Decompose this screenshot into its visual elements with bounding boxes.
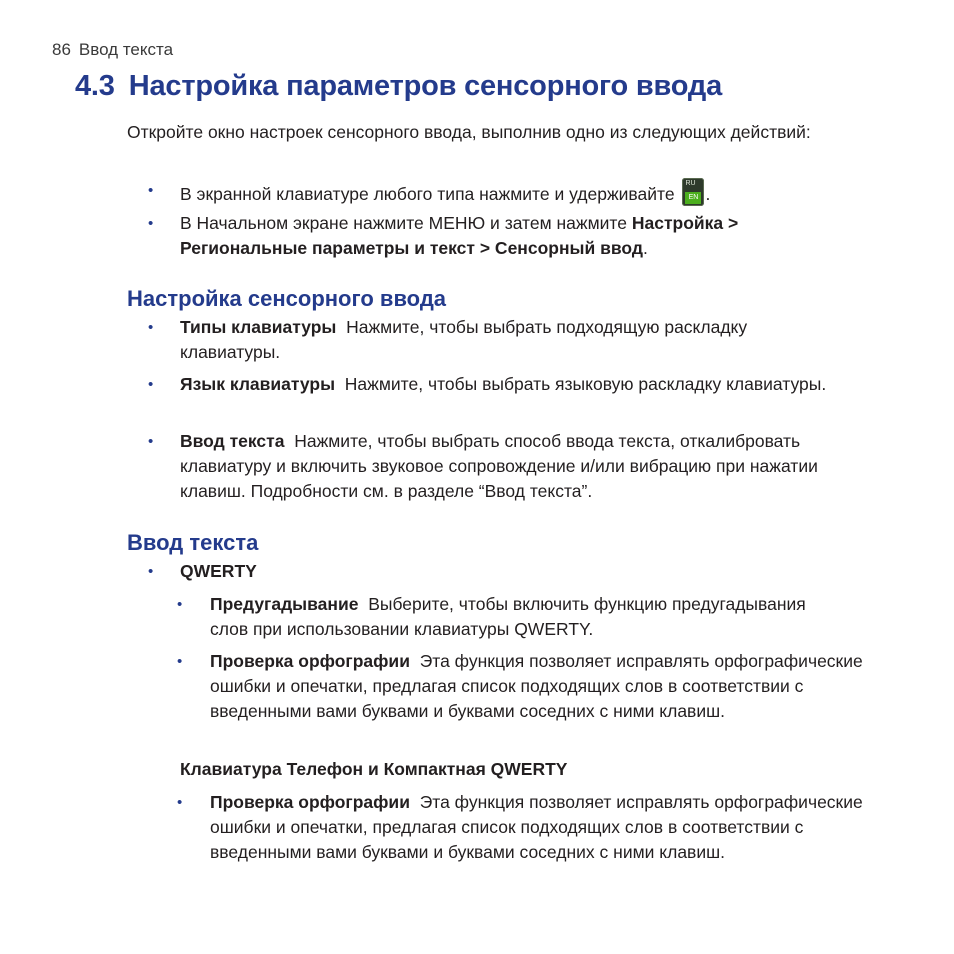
list-item (148, 211, 820, 261)
keyboard-type-heading (180, 757, 870, 782)
list-item (177, 592, 810, 642)
input-language-icon (682, 178, 704, 206)
icon-ru-label: RU (685, 180, 696, 187)
term: Язык клавиатуры (180, 374, 336, 394)
term: Проверка орфографии (210, 792, 410, 812)
bullet: • (177, 596, 183, 613)
list-item (148, 372, 840, 397)
description: Эта функция позволяет исправлять орфографические ошибки и опечатки, предлагая список подходящих слов в соответствии с введенными вами буквами и буквами соседних с ними клавиш. (210, 792, 863, 862)
list-item (148, 429, 865, 504)
term: Типы клавиатуры (180, 317, 337, 337)
list-item (148, 178, 870, 207)
bullet: • (148, 182, 154, 199)
menu-path: Настройка > Региональные параметры и текст > Сенсорный ввод (180, 213, 739, 258)
term: Ввод текста (180, 431, 285, 451)
subsection-title: Ввод текста (127, 530, 259, 555)
section-title (75, 70, 722, 103)
list-item (148, 315, 840, 365)
bullet: • (148, 376, 154, 393)
bullet: • (148, 215, 154, 232)
term: Проверка орфографии (210, 651, 410, 671)
step-tail: . (705, 184, 711, 204)
bullet: • (148, 563, 154, 580)
step-tail: . (642, 238, 648, 258)
section-number: 4.3 (75, 70, 115, 102)
page-number: 86 (52, 40, 71, 59)
description: Эта функция позволяет исправлять орфографические ошибки и опечатки, предлагая список подходящих слов в соответствии с введенными вами буквами и буквами соседних с ними клавиш. (210, 651, 863, 721)
bullet: • (177, 794, 183, 811)
subsection-title: Настройка сенсорного ввода (127, 286, 447, 311)
intro-paragraph: Откройте окно настроек сенсорного ввода, выполнив одно из следующих действий: (127, 122, 811, 142)
keyboard-type-label: Клавиатура Телефон и Компактная QWERTY (180, 759, 568, 779)
bullet: • (177, 653, 183, 670)
bullet: • (148, 433, 154, 450)
list-item (177, 649, 865, 724)
bullet: • (148, 319, 154, 336)
keyboard-type-label: QWERTY (180, 561, 257, 581)
step-text: В Начальном экране нажмите МЕНЮ и затем нажмите (180, 213, 627, 233)
icon-en-label: EN (685, 192, 701, 204)
description: Нажмите, чтобы выбрать языковую раскладку клавиатуры. (344, 374, 827, 394)
description: Выберите, чтобы включить функцию предугадывания слов при использовании клавиатуры QWERTY. (210, 594, 806, 639)
description: Нажмите, чтобы выбрать подходящую раскладку клавиатуры. (180, 317, 748, 362)
term: Предугадывание (210, 594, 359, 614)
description: Нажмите, чтобы выбрать способ ввода текста, откалибровать клавиатуру и включить звуковое сопровождение и/или вибрацию при нажатии клавиш. Подробности см. в разделе “Ввод текста”. (180, 431, 818, 501)
list-item (148, 559, 870, 584)
section-title-text: Настройка параметров сенсорного ввода (128, 70, 723, 102)
list-item (177, 790, 865, 865)
header-section: Ввод текста (78, 40, 174, 59)
running-header (52, 40, 181, 60)
step-text: В экранной клавиатуре любого типа нажмите и удерживайте (180, 184, 675, 204)
